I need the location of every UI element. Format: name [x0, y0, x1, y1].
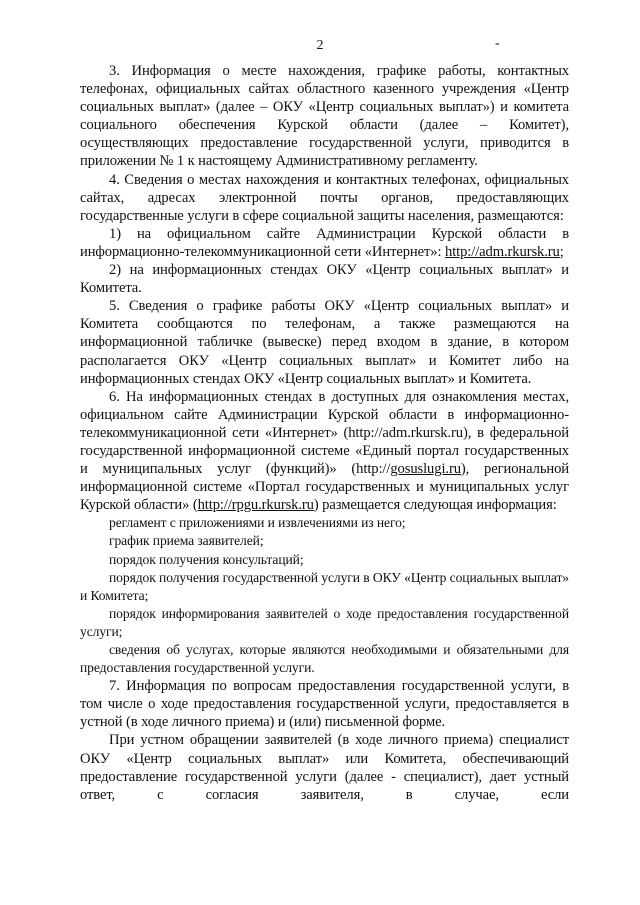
document-body: [80, 62, 569, 804]
paragraph-4-item-2: 2) на информационных стендах ОКУ «Центр социальных выплат» и Комитета.: [80, 262, 569, 297]
gosuslugi-link[interactable]: gosuslugi.ru: [390, 461, 461, 478]
list-item-schedule: график приема заявителей;: [109, 533, 264, 549]
paragraph-5: 5. Сведения о графике работы ОКУ «Центр социальных выплат» и Комитета сообщаются по телефонам, а также размещаются на информационной табличке (вывеске) перед входом в здание, в котором располагается ОКУ «Центр социальных выплат» и Комитет либо на информационных стендах ОКУ «Центр социальных выплат» и Комитета.: [80, 298, 569, 387]
paragraph-4-item-1: [80, 225, 569, 261]
corner-mark: -: [495, 36, 500, 51]
paragraph-4: 4. Сведения о местах нахождения и контактных телефонах, официальных сайтах, адресах электронной почты органов, предоставляющих государственные услуги в сфере социальной защиты населения, размещаются:: [80, 171, 569, 224]
paragraph-oral-request: При устном обращении заявителей (в ходе личного приема) специалист ОКУ «Центр социальных выплат» или Комитета, обеспечивающий предоставление государственной услуги (далее - специалист), дает устный ответ, с согласия заявителя, в случае, если: [80, 732, 569, 803]
page-number: 2: [316, 38, 324, 53]
list-item-procedure: порядок получения государственной услуги в ОКУ «Центр социальных выплат» и Комитета;: [80, 569, 569, 603]
paragraph-6: [80, 388, 569, 515]
list-item-regulation: регламент с приложениями и извлечениями из него;: [109, 515, 406, 531]
rpgu-link[interactable]: http://rpgu.rkursk.ru: [197, 497, 314, 514]
list-item-consultations: порядок получения консультаций;: [109, 551, 304, 567]
paragraph-3: 3. Информация о месте нахождения, графике работы, контактных телефонах, официальных сайтах областного казенного учреждения «Центр социальных выплат» (далее – ОКУ «Центр социальных выплат») и комитета социального обеспечения Курской области (далее – Комитет), осуществляющих предоставление государственной услуги, приводится в приложении № 1 к настоящему Административному регламенту.: [80, 63, 569, 170]
item-1-text: 1) на официальном сайте Администрации Курской области в информационно-телекоммуникационной сети «Интернет»:: [80, 225, 569, 260]
paragraph-7: 7. Информация по вопросам предоставления государственной услуги, в том числе о ходе предоставления государственной услуги, предоставляется в устной (в ходе личного приема) и (или) письменной форме.: [80, 678, 569, 731]
item-1-tail: ;: [559, 243, 564, 260]
list-item-informing: порядок информирования заявителей о ходе предоставления государственной услуги;: [80, 605, 569, 639]
list-item-services: сведения об услугах, которые являются необходимыми и обязательными для предоставления государственной услуги.: [80, 642, 569, 676]
paragraph-6-part-3: ) размещается следующая информация:: [313, 497, 557, 514]
paragraph-6-part-2: ), региональной информационной системе «Портал государственных и муниципальных услуг Курской области» (: [80, 461, 569, 514]
paragraph-6-part-1: 6. На информационных стендах в доступных для ознакомления местах, официальном сайте Администрации Курской области в информационно-телекоммуникационной сети «Интернет» (http://adm.rkursk.ru), в федеральной государственной информационной системе «Единый портал государственных и муниципальных услуг (функций)» (http://: [80, 388, 569, 478]
adm-rkursk-link[interactable]: http://adm.rkursk.ru: [445, 243, 560, 260]
